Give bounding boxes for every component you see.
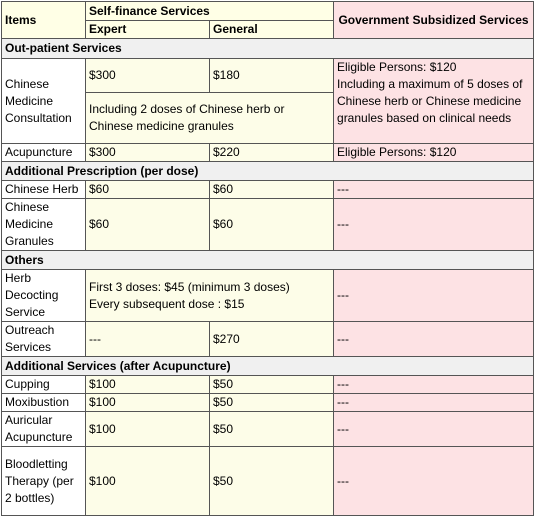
herb-expert: $60 [86, 181, 210, 199]
header-items: Items [2, 2, 86, 39]
moxibustion-general: $50 [210, 394, 334, 412]
outreach-expert: --- [86, 322, 210, 357]
item-auricular-acupuncture: Auricular Acupuncture [2, 412, 86, 447]
consultation-general: $180 [210, 59, 334, 93]
auricular-general: $50 [210, 412, 334, 447]
consultation-note: Including 2 doses of Chinese herb or Chinese medicine granules [86, 93, 334, 144]
herb-general: $60 [210, 181, 334, 199]
auricular-government: --- [334, 412, 534, 447]
decocting-subsequent-dose: Every subsequent dose : $15 [89, 296, 245, 311]
moxibustion-government: --- [334, 394, 534, 412]
section-others: Others [2, 251, 534, 270]
fee-table [1, 1, 534, 516]
herb-government: --- [334, 181, 534, 199]
cupping-general: $50 [210, 376, 334, 394]
granules-government: --- [334, 199, 534, 251]
item-herb-decocting: Herb Decocting Service [2, 270, 86, 322]
acupuncture-government: Eligible Persons: $120 [334, 144, 534, 162]
item-cupping: Cupping [2, 376, 86, 394]
consultation-expert: $300 [86, 59, 210, 93]
granules-expert: $60 [86, 199, 210, 251]
section-additional-prescription: Additional Prescription (per dose) [2, 162, 534, 181]
header-self-finance: Self-finance Services [86, 2, 334, 21]
moxibustion-expert: $100 [86, 394, 210, 412]
consultation-gov-fee: Eligible Persons: $120 [337, 60, 457, 74]
cupping-government: --- [334, 376, 534, 394]
decocting-fee [86, 270, 334, 322]
outreach-general: $270 [210, 322, 334, 357]
item-consultation: Chinese Medicine Consultation [2, 59, 86, 144]
bloodletting-expert: $100 [86, 447, 210, 516]
consultation-government [334, 59, 534, 144]
granules-general: $60 [210, 199, 334, 251]
auricular-expert: $100 [86, 412, 210, 447]
section-additional-services: Additional Services (after Acupuncture) [2, 357, 534, 376]
bloodletting-government: --- [334, 447, 534, 516]
outreach-government: --- [334, 322, 534, 357]
item-bloodletting-therapy: Bloodletting Therapy (per 2 bottles) [2, 447, 86, 516]
item-outreach: Outreach Services [2, 322, 86, 357]
cupping-expert: $100 [86, 376, 210, 394]
item-acupuncture: Acupuncture [2, 144, 86, 162]
decocting-government: --- [334, 270, 534, 322]
header-general: General [210, 21, 334, 39]
item-granules: Chinese Medicine Granules [2, 199, 86, 251]
acupuncture-expert: $300 [86, 144, 210, 162]
consultation-gov-note: Including a maximum of 5 doses of Chinese herb or Chinese medicine granules based on clinical needs [337, 77, 523, 125]
section-outpatient: Out-patient Services [2, 39, 534, 59]
item-moxibustion: Moxibustion [2, 394, 86, 412]
item-chinese-herb: Chinese Herb [2, 181, 86, 199]
header-government: Government Subsidized Services [334, 2, 534, 39]
bloodletting-general: $50 [210, 447, 334, 516]
decocting-first-doses: First 3 doses: $45 (minimum 3 doses) [89, 279, 290, 294]
acupuncture-general: $220 [210, 144, 334, 162]
header-expert: Expert [86, 21, 210, 39]
